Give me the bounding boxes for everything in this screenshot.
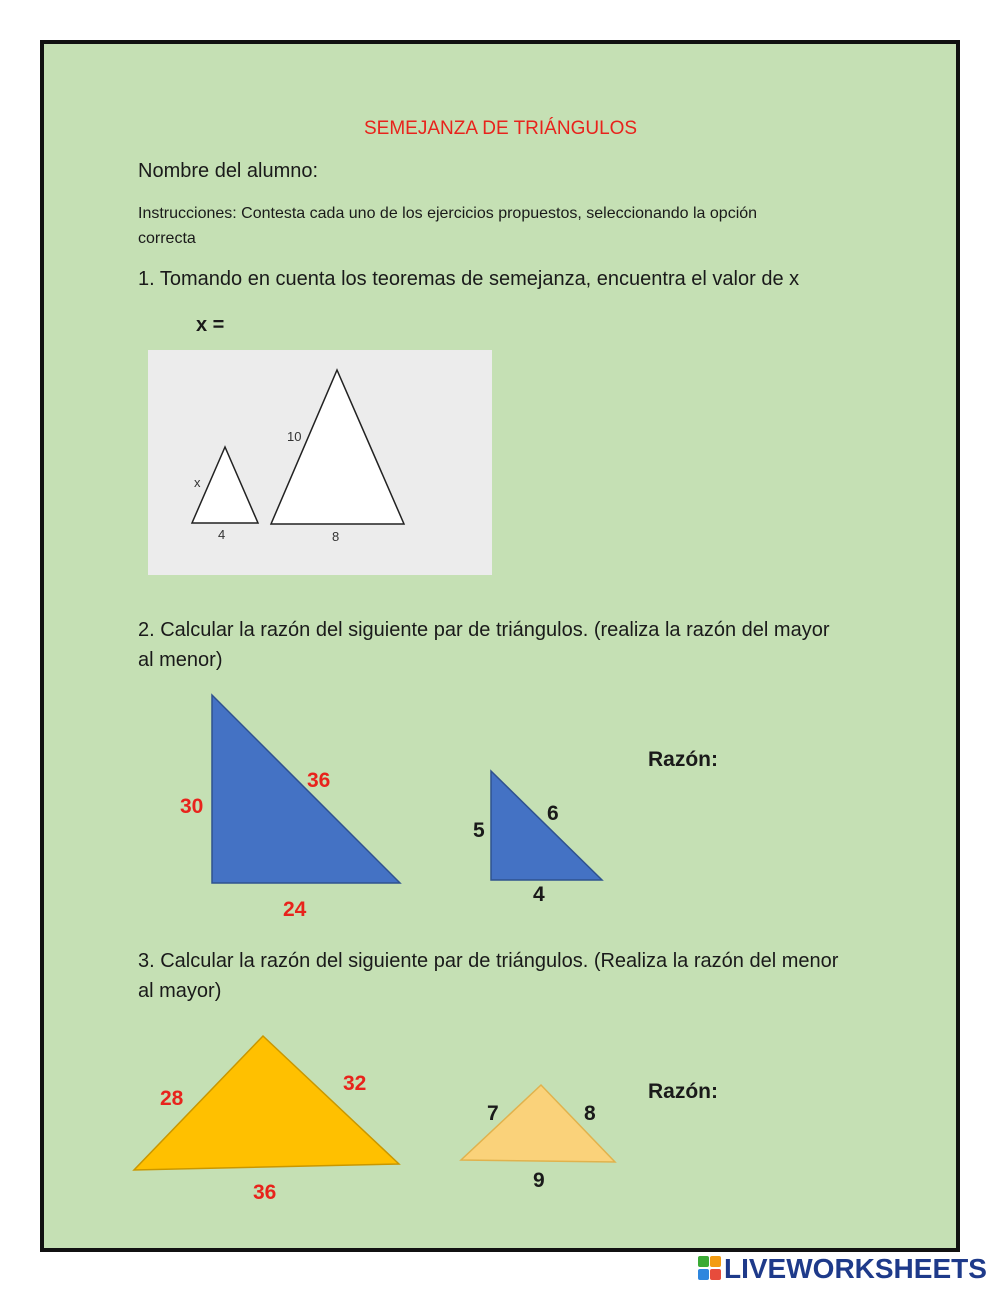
liveworksheets-logo-icon xyxy=(698,1256,722,1282)
q2-small-vertical-label: 5 xyxy=(473,819,485,842)
student-name-label: Nombre del alumno: xyxy=(138,160,319,182)
q3-prompt-line-2: al mayor) xyxy=(138,980,222,1002)
liveworksheets-logo-text: LIVEWORKSHEETS xyxy=(724,1253,987,1284)
q1-large-side-label: 10 xyxy=(287,429,302,444)
q2-large-hypotenuse-label: 36 xyxy=(307,769,331,792)
instructions-line-2: correcta xyxy=(138,230,196,247)
q3-small-right-label: 8 xyxy=(584,1102,596,1125)
q2-large-base-label: 24 xyxy=(283,898,307,921)
liveworksheets-logo xyxy=(698,1254,987,1284)
q1-large-base-label: 8 xyxy=(332,529,340,544)
q3-small-left-label: 7 xyxy=(487,1102,499,1125)
q2-large-triangle xyxy=(212,695,400,883)
q2-prompt-line-1: 2. Calcular la razón del siguiente par de triángulos. (realiza la razón del mayor xyxy=(138,619,830,641)
q3-small-base-label: 9 xyxy=(533,1169,545,1192)
q1-small-side-label: x xyxy=(194,475,201,490)
instructions-line-1: Instrucciones: Contesta cada uno de los ejercicios propuestos, seleccionando la opción xyxy=(138,205,758,222)
q1-small-base-label: 4 xyxy=(218,527,226,542)
q2-small-base-label: 4 xyxy=(533,883,545,906)
q2-small-triangle xyxy=(491,771,602,880)
q2-small-hypotenuse-label: 6 xyxy=(547,802,559,825)
q1-prompt: 1. Tomando en cuenta los teoremas de semejanza, encuentra el valor de x xyxy=(138,268,800,290)
q3-prompt-line-1: 3. Calcular la razón del siguiente par de triángulos. (Realiza la razón del menor xyxy=(138,950,839,972)
q2-prompt-line-2: al menor) xyxy=(138,649,223,671)
q3-ratio-label: Razón: xyxy=(648,1080,718,1103)
q1-answer-label: x = xyxy=(196,314,225,336)
q3-large-left-label: 28 xyxy=(160,1087,184,1110)
worksheet-title: SEMEJANZA DE TRIÁNGULOS xyxy=(364,118,638,139)
q2-ratio-label: Razón: xyxy=(648,748,718,771)
q3-large-right-label: 32 xyxy=(343,1072,367,1095)
q2-large-vertical-label: 30 xyxy=(180,795,204,818)
q3-large-base-label: 36 xyxy=(253,1181,277,1204)
